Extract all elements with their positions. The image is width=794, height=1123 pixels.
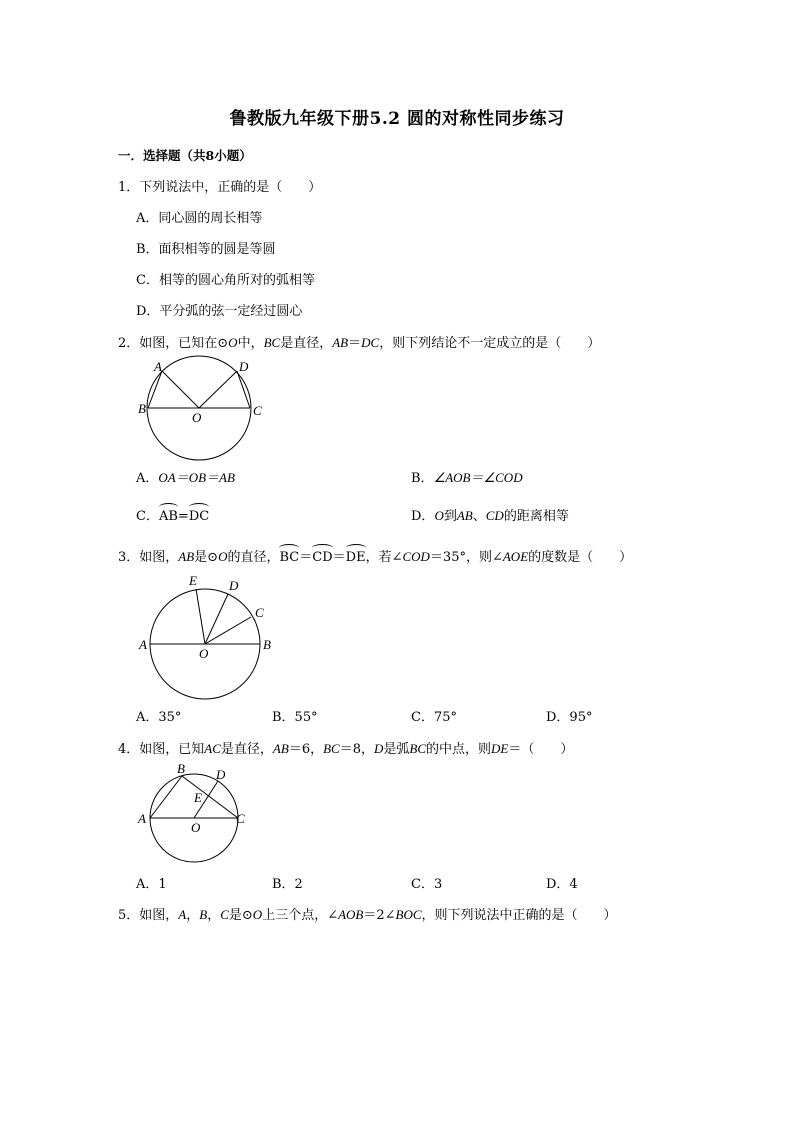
q2-radius-od — [199, 371, 237, 408]
q2-option-d: D．O到AB、CD的距离相等 — [411, 508, 569, 524]
q3-circle-figure — [136, 572, 281, 702]
q2-label-a: A — [154, 359, 162, 374]
q4-chord-bc — [182, 776, 238, 818]
q3-radius-od — [205, 594, 228, 644]
q3-label-d: D — [229, 578, 239, 593]
q3-label-o: O — [199, 646, 209, 661]
q3-label-c: C — [255, 605, 264, 620]
q1-option-a: A．同心圆的周长相等 — [136, 211, 263, 226]
q2-option-c: C．AB=DC — [136, 509, 210, 524]
q3-label-e: E — [189, 573, 197, 588]
q3-option-a: A．35° — [136, 710, 182, 725]
q3-option-d: D．95° — [546, 710, 593, 725]
question-2-stem: 2．如图，已知在⊙O中，BC是直径，AB＝DC，则下列结论不一定成立的是（ ） — [118, 335, 601, 351]
q2-label-b: B — [138, 401, 146, 416]
q4-option-a: A．1 — [136, 877, 167, 892]
q3-option-b: B．55° — [272, 710, 318, 725]
page-title: 鲁教版九年级下册5.2 圆的对称性同步练习 — [229, 109, 565, 129]
q3-radius-oe — [196, 589, 205, 644]
question-5-stem: 5．如图，A，B，C是⊙O上三个点，∠AOB＝2∠BOC，则下列说法中正确的是（ ） — [118, 907, 617, 923]
q4-label-o: O — [191, 820, 201, 835]
q1-option-d: D．平分弧的弦一定经过圆心 — [136, 304, 303, 319]
q4-label-d: D — [216, 767, 226, 782]
q1-option-c: C．相等的圆心角所对的弧相等 — [136, 273, 315, 288]
q2-label-d: D — [239, 359, 249, 374]
q4-label-e: E — [194, 790, 202, 805]
q4-label-a: A — [138, 811, 146, 826]
q2-option-b: B．∠AOB＝∠COD — [411, 470, 523, 486]
q1-option-b: B．面积相等的圆是等圆 — [136, 242, 276, 257]
q2-option-a: A．OA＝OB＝AB — [136, 470, 235, 486]
q3-radius-oc — [205, 617, 251, 644]
q4-label-c: C — [236, 811, 245, 826]
section-heading: 一．选择题（共8小题） — [118, 148, 252, 163]
q3-label-a: A — [139, 637, 147, 652]
q4-circle-figure — [136, 762, 256, 862]
q4-label-b: B — [177, 761, 185, 776]
q4-option-b: B．2 — [272, 877, 303, 892]
question-4-stem: 4．如图，已知AC是直径，AB＝6，BC＝8，D是弧BC的中点，则DE＝（ ） — [118, 741, 574, 757]
q4-option-c: C．3 — [411, 877, 443, 892]
q2-radius-oa — [162, 371, 199, 408]
q2-circle-figure — [136, 356, 266, 466]
q4-option-d: D．4 — [546, 877, 578, 892]
q3-option-c: C．75° — [411, 710, 457, 725]
q2-label-o: O — [192, 410, 202, 425]
question-1-stem: 1．下列说法中，正确的是（ ） — [118, 180, 322, 195]
q3-label-b: B — [263, 637, 271, 652]
q2-label-c: C — [253, 403, 262, 418]
question-3-stem: 3．如图，AB是⊙O的直径，BC＝CD＝DE，若∠COD＝35°，则∠AOE的度数是（ ） — [118, 549, 633, 565]
